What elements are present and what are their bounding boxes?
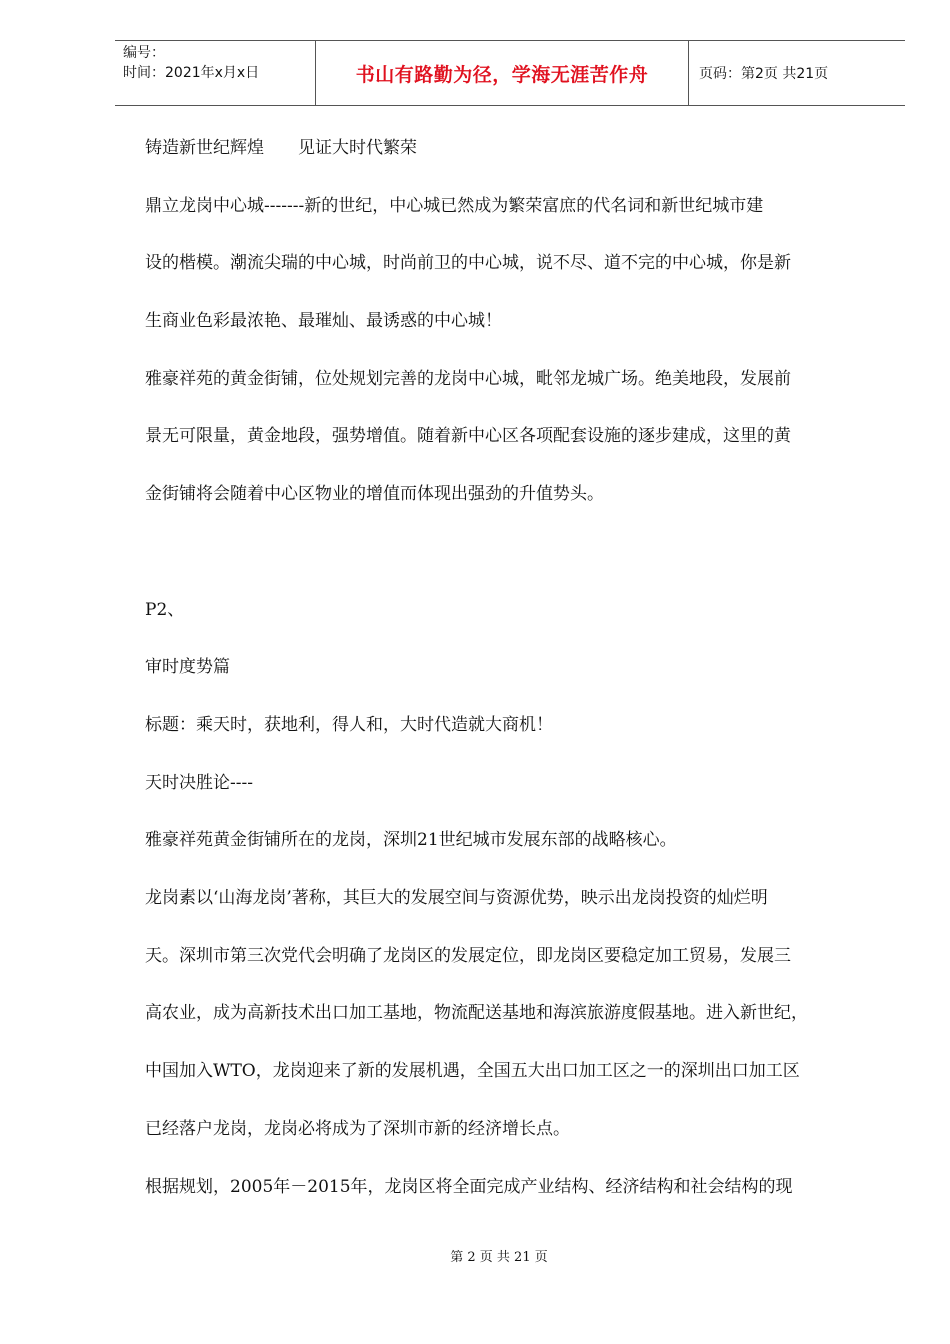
text-line: 天时决胜论---- [145, 773, 253, 793]
document-number: 编号： [123, 45, 165, 61]
header-motto: 书山有路勤为径，学海无涯苦作舟 [316, 41, 689, 105]
text-line: 景无可限量，黄金地段，强势增值。随着新中心区各项配套设施的逐步建成，这里的黄 [145, 426, 791, 446]
page-header [115, 40, 905, 106]
text-line: 高农业，成为高新技术出口加工基地，物流配送基地和海滨旅游度假基地。进入新世纪， [145, 1003, 808, 1023]
text-line: 铸造新世纪辉煌 见证大时代繁荣 [145, 138, 417, 158]
text-line: 雅豪祥苑的黄金街铺，位处规划完善的龙岗中心城，毗邻龙城广场。绝美地段，发展前 [145, 369, 791, 389]
document-date: 时间：2021年x月x日 [123, 65, 260, 81]
text-line: 金街铺将会随着中心区物业的增值而体现出强劲的升值势头。 [145, 484, 604, 504]
text-line: 标题：乘天时，获地利，得人和，大时代造就大商机！ [145, 715, 553, 735]
text-line: 根据规划，2005年－2015年，龙岗区将全面完成产业结构、经济结构和社会结构的现 [145, 1177, 793, 1197]
section-heading: 审时度势篇 [145, 657, 230, 677]
text-line: 龙岗素以‘山海龙岗’著称，其巨大的发展空间与资源优势，映示出龙岗投资的灿烂明 [145, 888, 768, 908]
page-footer: 第 2 页 共 21 页 [450, 1250, 548, 1265]
text-line: 天。深圳市第三次党代会明确了龙岗区的发展定位，即龙岗区要稳定加工贸易，发展三 [145, 946, 791, 966]
text-line: 鼎立龙岗中心城-------新的世纪，中心城已然成为繁荣富庶的代名词和新世纪城市建 [145, 196, 764, 216]
header-page-info: 页码：第2页 共21页 [699, 66, 829, 82]
text-line: 生商业色彩最浓艳、最璀灿、最诱惑的中心城！ [145, 311, 502, 331]
text-line: 中国加入WTO，龙岗迎来了新的发展机遇，全国五大出口加工区之一的深圳出口加工区 [145, 1061, 800, 1081]
text-line: 已经落户龙岗，龙岗必将成为了深圳市新的经济增长点。 [145, 1119, 570, 1139]
text-line: 设的楷模。潮流尖瑞的中心城，时尚前卫的中心城，说不尽、道不完的中心城，你是新 [145, 253, 791, 273]
text-line: P2、 [145, 600, 185, 620]
header-meta [115, 41, 316, 105]
text-line: 雅豪祥苑黄金街铺所在的龙岗，深圳21世纪城市发展东部的战略核心。 [145, 830, 677, 850]
